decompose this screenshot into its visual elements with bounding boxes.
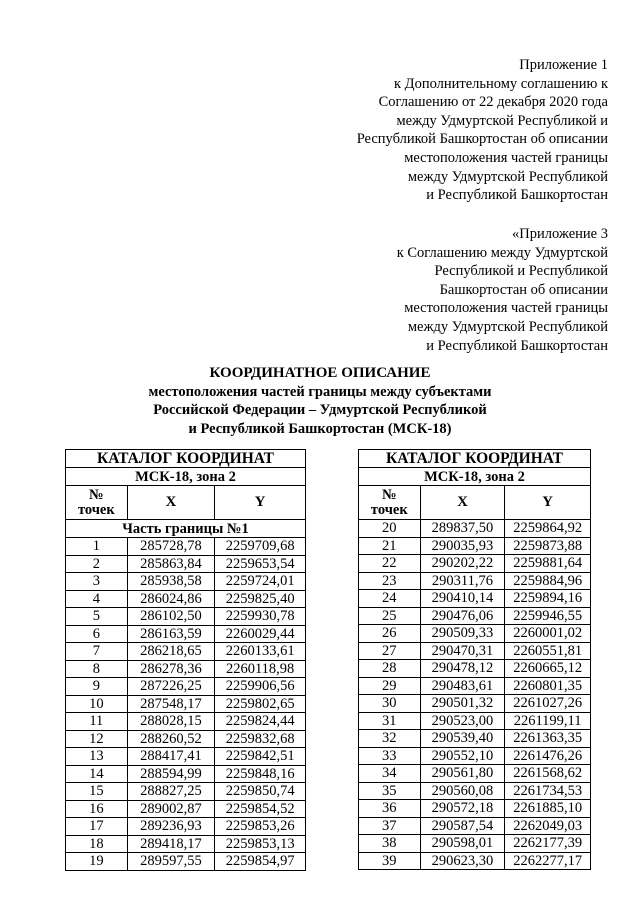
cell-x: 288827,25 — [127, 783, 215, 801]
cell-point-number: 10 — [66, 695, 128, 713]
annex-1-line: между Удмуртской Республикой и — [396, 112, 608, 129]
cell-point-number: 9 — [66, 678, 128, 696]
table-row — [359, 642, 591, 660]
cell-x: 285728,78 — [127, 538, 215, 556]
table-row — [66, 695, 306, 713]
cell-x: 288260,52 — [127, 730, 215, 748]
cell-y: 2259850,74 — [215, 783, 306, 801]
cell-y: 2259894,16 — [505, 590, 591, 608]
annex-3-line: местоположения частей границы — [404, 300, 608, 317]
table-row — [359, 625, 591, 643]
cell-point-number: 35 — [359, 782, 421, 800]
table-row — [359, 520, 591, 538]
cell-x: 290470,31 — [420, 642, 505, 660]
cell-point-number: 14 — [66, 765, 128, 783]
cell-y: 2260133,61 — [215, 643, 306, 661]
table-row — [359, 835, 591, 853]
cell-y: 2259853,26 — [215, 818, 306, 836]
table-row — [66, 625, 306, 643]
table-row — [359, 677, 591, 695]
cell-point-number: 26 — [359, 625, 421, 643]
cell-x: 285938,58 — [127, 573, 215, 591]
cell-y: 2259864,92 — [505, 520, 591, 538]
cell-x: 289418,17 — [127, 835, 215, 853]
cell-point-number: 36 — [359, 800, 421, 818]
cell-x: 286218,65 — [127, 643, 215, 661]
cell-x: 286102,50 — [127, 608, 215, 626]
table-row — [359, 537, 591, 555]
cell-y: 2262277,17 — [505, 852, 591, 870]
cell-point-number: 8 — [66, 660, 128, 678]
cell-x: 290311,76 — [420, 572, 505, 590]
column-header-y: Y — [215, 486, 306, 520]
cell-x: 290035,93 — [420, 537, 505, 555]
table-row — [359, 590, 591, 608]
cell-y: 2260801,35 — [505, 677, 591, 695]
table-row — [359, 730, 591, 748]
cell-x: 290501,32 — [420, 695, 505, 713]
annex-1-line: местоположения частей границы — [404, 149, 608, 166]
table-row — [359, 555, 591, 573]
cell-x: 285863,84 — [127, 555, 215, 573]
cell-point-number: 32 — [359, 730, 421, 748]
cell-y: 2259842,51 — [215, 748, 306, 766]
cell-point-number: 3 — [66, 573, 128, 591]
annex-3-line: к Соглашению между Удмуртской — [396, 244, 608, 261]
cell-y: 2260001,02 — [505, 625, 591, 643]
table-row — [359, 607, 591, 625]
table-row — [359, 712, 591, 730]
annex-1-line: и Республикой Башкортостан — [426, 187, 608, 204]
cell-y: 2259709,68 — [215, 538, 306, 556]
column-header-points: точек — [77, 501, 115, 518]
cell-point-number: 16 — [66, 800, 128, 818]
cell-x: 287226,25 — [127, 678, 215, 696]
cell-x: 290560,08 — [420, 782, 505, 800]
table-row — [359, 817, 591, 835]
cell-x: 289597,55 — [127, 853, 215, 871]
cell-point-number: 38 — [359, 835, 421, 853]
cell-x: 289002,87 — [127, 800, 215, 818]
table-row — [359, 800, 591, 818]
cell-point-number: 6 — [66, 625, 128, 643]
column-header-x: X — [420, 486, 505, 520]
cell-y: 2262177,39 — [505, 835, 591, 853]
cell-point-number: 17 — [66, 818, 128, 836]
column-header-point-number — [359, 486, 421, 520]
catalog-zone: МСК-18, зона 2 — [66, 468, 306, 486]
table-row — [359, 765, 591, 783]
cell-x: 290483,61 — [420, 677, 505, 695]
cell-x: 289236,93 — [127, 818, 215, 836]
table-row — [66, 800, 306, 818]
cell-y: 2261885,10 — [505, 800, 591, 818]
table-row — [66, 590, 306, 608]
cell-point-number: 34 — [359, 765, 421, 783]
cell-x: 290523,00 — [420, 712, 505, 730]
cell-point-number: 22 — [359, 555, 421, 573]
cell-y: 2261568,62 — [505, 765, 591, 783]
cell-point-number: 25 — [359, 607, 421, 625]
annex-1-line: Республикой Башкортостан об описании — [356, 131, 608, 148]
cell-x: 290552,10 — [420, 747, 505, 765]
cell-y: 2260665,12 — [505, 660, 591, 678]
table-row — [66, 678, 306, 696]
catalog-zone: МСК-18, зона 2 — [359, 468, 591, 486]
title-line: местоположения частей границы между субъектами — [148, 383, 492, 400]
cell-x: 290572,18 — [420, 800, 505, 818]
table-row — [66, 608, 306, 626]
cell-y: 2259854,97 — [215, 853, 306, 871]
cell-x: 290476,06 — [420, 607, 505, 625]
annex-3-line: Республикой и Республикой — [434, 263, 608, 280]
part-label: Часть границы №1 — [66, 520, 306, 538]
cell-point-number: 21 — [359, 537, 421, 555]
catalog-table-left — [65, 449, 306, 871]
column-header-x: X — [127, 486, 215, 520]
cell-point-number: 29 — [359, 677, 421, 695]
cell-x: 287548,17 — [127, 695, 215, 713]
cell-point-number: 31 — [359, 712, 421, 730]
cell-point-number: 4 — [66, 590, 128, 608]
cell-x: 286278,36 — [127, 660, 215, 678]
cell-y: 2259930,78 — [215, 608, 306, 626]
cell-point-number: 27 — [359, 642, 421, 660]
cell-point-number: 24 — [359, 590, 421, 608]
catalog-title: КАТАЛОГ КООРДИНАТ — [66, 450, 306, 468]
annex-3-line: и Республикой Башкортостан — [426, 337, 608, 354]
annex-1-line: Приложение 1 — [519, 57, 608, 73]
cell-y: 2261734,53 — [505, 782, 591, 800]
cell-y: 2259802,65 — [215, 695, 306, 713]
cell-y: 2259853,13 — [215, 835, 306, 853]
table-row — [66, 748, 306, 766]
table-row — [66, 765, 306, 783]
cell-y: 2259825,40 — [215, 590, 306, 608]
title-line: и Республикой Башкортостан (МСК-18) — [188, 420, 452, 437]
table-row — [66, 713, 306, 731]
title-line: Российской Федерации – Удмуртской Республикой — [153, 402, 487, 418]
table-row — [359, 572, 591, 590]
cell-y: 2260118,98 — [215, 660, 306, 678]
cell-x: 290509,33 — [420, 625, 505, 643]
cell-point-number: 30 — [359, 695, 421, 713]
cell-y: 2259854,52 — [215, 800, 306, 818]
cell-y: 2259946,55 — [505, 607, 591, 625]
annex-1-line: к Дополнительному соглашению к — [394, 75, 608, 92]
table-row — [359, 695, 591, 713]
table-row — [66, 538, 306, 556]
cell-x: 290202,22 — [420, 555, 505, 573]
cell-y: 2261476,26 — [505, 747, 591, 765]
table-row — [66, 573, 306, 591]
cell-y: 2260551,81 — [505, 642, 591, 660]
cell-y: 2259884,96 — [505, 572, 591, 590]
cell-point-number: 37 — [359, 817, 421, 835]
cell-x: 290539,40 — [420, 730, 505, 748]
table-row — [359, 747, 591, 765]
cell-point-number: 28 — [359, 660, 421, 678]
cell-y: 2261363,35 — [505, 730, 591, 748]
cell-x: 290410,14 — [420, 590, 505, 608]
column-header-points: точек — [370, 501, 408, 518]
cell-point-number: 15 — [66, 783, 128, 801]
cell-point-number: 1 — [66, 538, 128, 556]
cell-point-number: 20 — [359, 520, 421, 538]
table-row — [66, 643, 306, 661]
cell-x: 288028,15 — [127, 713, 215, 731]
cell-y: 2259848,16 — [215, 765, 306, 783]
table-row — [66, 660, 306, 678]
cell-x: 289837,50 — [420, 520, 505, 538]
table-row — [66, 555, 306, 573]
cell-point-number: 7 — [66, 643, 128, 661]
table-row — [359, 660, 591, 678]
cell-y: 2259873,88 — [505, 537, 591, 555]
cell-x: 290598,01 — [420, 835, 505, 853]
column-header-point-number — [66, 486, 128, 520]
cell-y: 2261027,26 — [505, 695, 591, 713]
table-row — [359, 852, 591, 870]
cell-point-number: 18 — [66, 835, 128, 853]
column-header-no: № — [382, 486, 397, 503]
cell-y: 2262049,03 — [505, 817, 591, 835]
cell-y: 2259881,64 — [505, 555, 591, 573]
cell-point-number: 19 — [66, 853, 128, 871]
cell-point-number: 11 — [66, 713, 128, 731]
cell-x: 290587,54 — [420, 817, 505, 835]
cell-x: 290623,30 — [420, 852, 505, 870]
table-row — [66, 818, 306, 836]
cell-point-number: 13 — [66, 748, 128, 766]
cell-y: 2261199,11 — [505, 712, 591, 730]
cell-point-number: 23 — [359, 572, 421, 590]
table-row — [66, 853, 306, 871]
annex-3-line: «Приложение 3 — [512, 226, 608, 242]
cell-x: 286024,86 — [127, 590, 215, 608]
cell-y: 2259824,44 — [215, 713, 306, 731]
cell-x: 290478,12 — [420, 660, 505, 678]
cell-x: 286163,59 — [127, 625, 215, 643]
annex-3-line: Башкортостан об описании — [439, 281, 608, 298]
cell-y: 2259653,54 — [215, 555, 306, 573]
cell-y: 2259832,68 — [215, 730, 306, 748]
annex-3-header — [397, 225, 608, 355]
table-row — [359, 782, 591, 800]
cell-y: 2260029,44 — [215, 625, 306, 643]
cell-x: 290561,80 — [420, 765, 505, 783]
table-row — [66, 730, 306, 748]
cell-y: 2259724,01 — [215, 573, 306, 591]
annex-1-line: между Удмуртской Республикой — [407, 168, 608, 185]
table-row — [66, 835, 306, 853]
cell-x: 288417,41 — [127, 748, 215, 766]
title-main: КООРДИНАТНОЕ ОПИСАНИЕ — [209, 365, 431, 381]
annex-1-line: Соглашению от 22 декабря 2020 года — [378, 94, 608, 111]
cell-point-number: 12 — [66, 730, 128, 748]
document-title — [0, 364, 640, 438]
cell-point-number: 2 — [66, 555, 128, 573]
catalog-title: КАТАЛОГ КООРДИНАТ — [359, 450, 591, 468]
cell-point-number: 5 — [66, 608, 128, 626]
column-header-y: Y — [505, 486, 591, 520]
cell-y: 2259906,56 — [215, 678, 306, 696]
cell-point-number: 33 — [359, 747, 421, 765]
table-row — [66, 783, 306, 801]
annex-3-line: между Удмуртской Республикой — [407, 318, 608, 335]
catalog-table-right — [358, 449, 591, 870]
cell-point-number: 39 — [359, 852, 421, 870]
cell-x: 288594,99 — [127, 765, 215, 783]
annex-1-header — [357, 56, 608, 205]
column-header-no: № — [89, 486, 104, 503]
